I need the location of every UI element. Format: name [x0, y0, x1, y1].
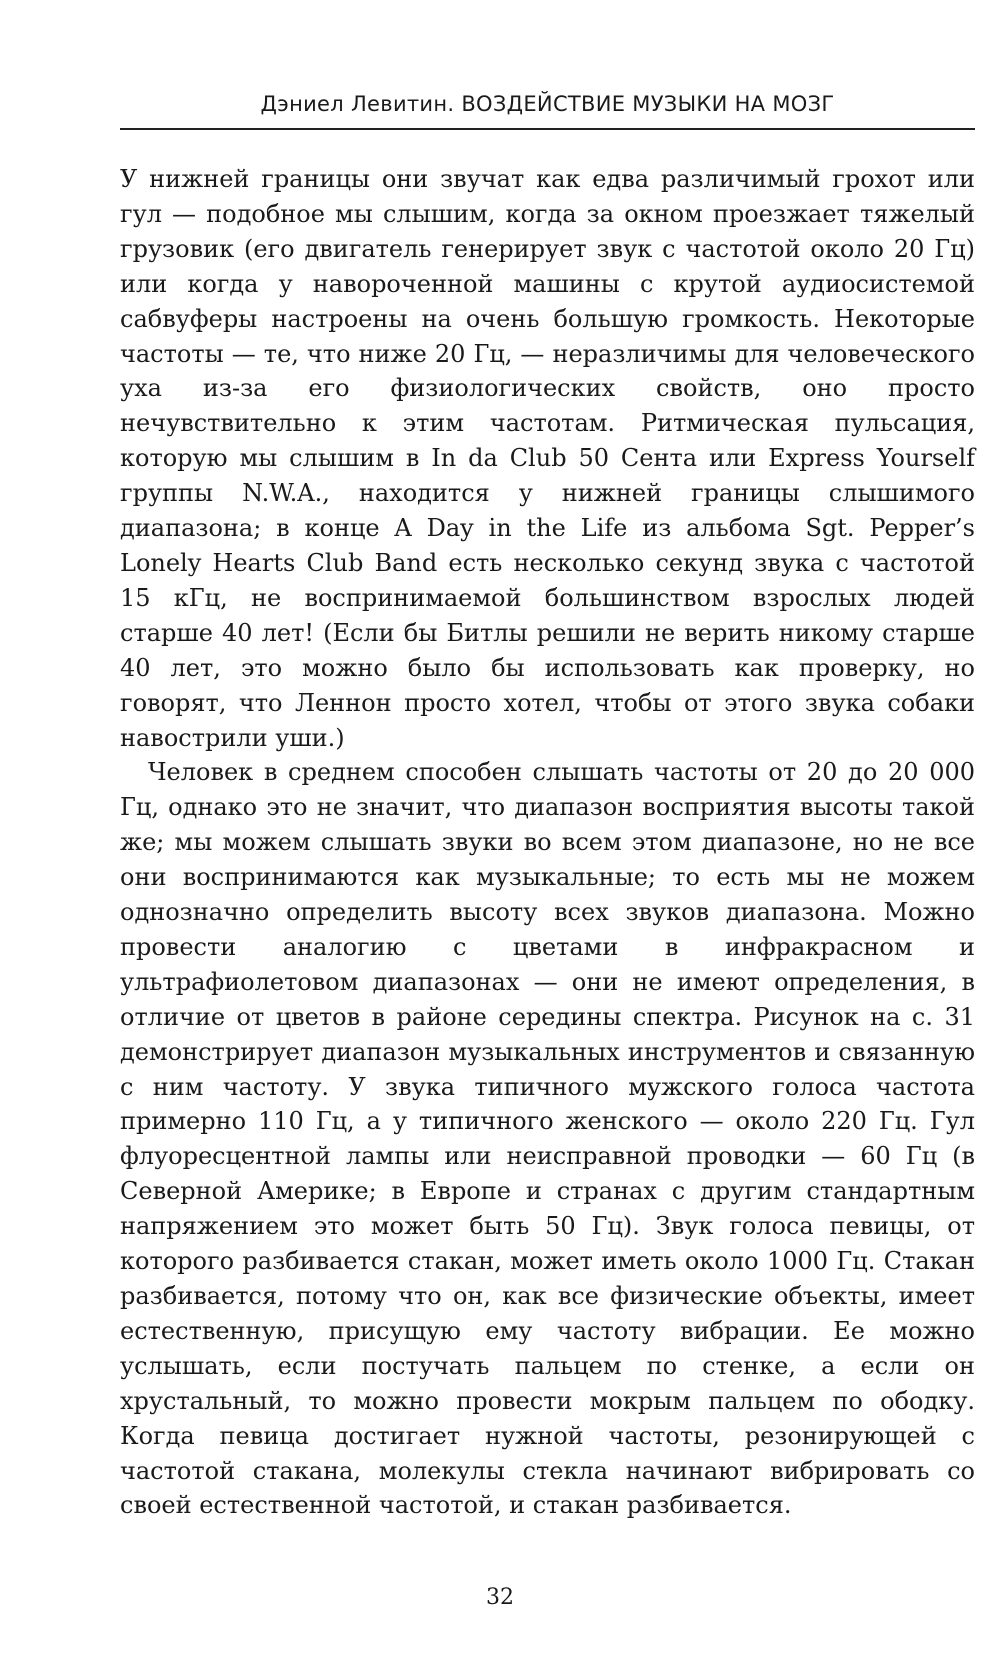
header-rule: [120, 128, 975, 130]
page-number: 32: [486, 1585, 514, 1610]
body-text: [120, 162, 975, 1523]
paragraph-2: Человек в среднем способен слышать частоты от 20 до 20 000 Гц, однако это не значит, что диапазон восприятия высоты такой же; мы можем слышать звуки во всем этом диапазоне, но не все они воспринимаются как музыкальные; то есть мы не можем однозначно определить высоту всех звуков диапазона. Можно провести аналогию с цветами в инфракрасном и ультрафиолетовом диапазонах — они не имеют определения, в отличие от цветов в районе середины спектра. Рисунок на с. 31 демонстрирует диапазон музыкальных инструментов и связанную с ним частоту. У звука типичного мужского голоса частота примерно 110 Гц, а у типичного женского — около 220 Гц. Гул флуоресцентной лампы или неисправной проводки — 60 Гц (в Северной Америке; в Европе и странах с другим стандартным напряжением это может быть 50 Гц). Звук голоса певицы, от которого разбивается стакан, может иметь около 1000 Гц. Стакан разбивается, потому что он, как все физические объекты, имеет естественную, присущую ему частоту вибрации. Ее можно услышать, если постучать пальцем по стенке, а если он хрустальный, то можно провести мокрым пальцем по ободку. Когда певица достигает нужной частоты, резонирующей с частотой стакана, молекулы стекла начинают вибрировать со своей естественной частотой, и стакан разбивается.: [120, 758, 975, 1520]
paragraph-1: У нижней границы они звучат как едва различимый грохот или гул — подобное мы слышим, когда за окном проезжает тяжелый грузовик (его двигатель генерирует звук с частотой около 20 Гц) или когда у навороченной машины с крутой аудиосистемой сабвуферы настроены на очень большую громкость. Некоторые частоты — те, что ниже 20 Гц, — неразличимы для человеческого уха из-за его физиологических свойств, оно просто нечувствительно к этим частотам. Ритмическая пульсация, которую мы слышим в In da Club 50 Сента или Express Yourself группы N.W.A., находится у нижней границы слышимого диапазона; в конце A Day in the Life из альбома Sgt. Pepper’s Lonely Hearts Club Band есть несколько секунд звука с частотой 15 кГц, не воспринимаемой большинством взрослых людей старше 40 лет! (Если бы Битлы решили не верить никому старше 40 лет, это можно было бы использовать как проверку, но говорят, что Леннон просто хотел, чтобы от этого звука собаки навострили уши.): [120, 165, 975, 752]
running-head: Дэниел Левитин. ВОЗДЕЙСТВИЕ МУЗЫКИ НА МОЗГ: [260, 92, 835, 116]
